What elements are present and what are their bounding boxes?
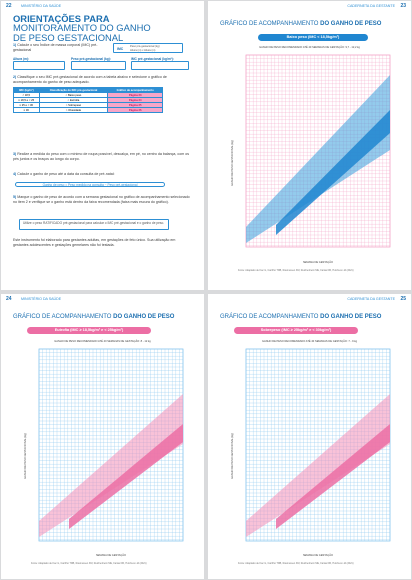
page-22: [1, 1, 204, 290]
table-row: ≥ 18,5 e < 25 ○ Eutrofia Página 24: [14, 98, 163, 103]
running-head: MINISTÉRIO DA SAÚDE: [21, 4, 62, 8]
chart-xlabel: SEMANA DE GESTAÇÃO: [302, 554, 334, 557]
note-box: Utilize o peso RATIFICADO pré-gestacional para calcular o IMC pré-gestacional e o ganho de peso.: [19, 219, 169, 230]
weight-gain-chart-overweight: [240, 347, 396, 547]
step-2: 2) Classifique o seu IMC pré-gestacional de acordo com a tabela abaixo e selecione o gráfico de acompanhamento do ganho de peso adequado.: [13, 75, 167, 84]
imc-formula-box: IMC Peso pré-gestacional (kg) Altura (m) x Altura (m): [113, 43, 183, 53]
chart-ylabel: GANHO DE PESO GESTACIONAL (kg): [24, 433, 27, 479]
weight-gain-formula: Ganho de peso = Peso medido na consulta − Peso pré-gestacional: [15, 182, 165, 187]
page-number: 24: [6, 296, 12, 302]
step-4: 4) Calcule o ganho de peso até a data da consulta de pré-natal:: [13, 172, 115, 176]
chart-source: Fonte: Adaptado de Kac G, Carrilho TRB, Rasmussen KM, Reichenheim ME, Farias DR, Hutcheon JA (2021): [31, 562, 147, 565]
table-row: < 18,5 ○ Baixo peso Página 23: [14, 93, 163, 98]
page-number: 23: [400, 3, 406, 9]
altura-field[interactable]: [13, 61, 65, 70]
weight-gain-chart-eutrophy: [33, 347, 189, 547]
chart-banner: Eutrofia (IMC ≥ 18,5kg/m² e < 25kg/m²): [27, 327, 151, 334]
table-row: ≥ 30 ○ Obesidade Página 26: [14, 108, 163, 113]
table-header: Gráfico de acompanhamento: [108, 88, 163, 93]
imc-classification-table: [13, 87, 163, 113]
page-24: [1, 294, 204, 579]
chart-xlabel: SEMANA DE GESTAÇÃO: [302, 261, 334, 264]
peso-field[interactable]: [71, 61, 126, 70]
chart-source: Fonte: Adaptado de Kac G, Carrilho TRB, Rasmussen KM, Reichenheim ME, Farias DR, Hutcheon JA (2021): [238, 562, 354, 565]
chart-subtitle: GANHO DE PESO RECOMENDADO ATÉ 40 SEMANAS DE GESTAÇÃO: 8 - 12 kg: [54, 340, 151, 343]
chart-subtitle: GANHO DE PESO RECOMENDADO ATÉ 40 SEMANAS DE GESTAÇÃO: 9,7 - 12,2 kg: [259, 46, 360, 49]
instructions-title: ORIENTAÇÕES PARA MONITORAMENTO DO GANHO DE PESO GESTACIONAL: [13, 13, 151, 43]
page-number: 25: [400, 296, 406, 302]
table-row: ≥ 25 e < 30 ○ Sobrepeso Página 25: [14, 103, 163, 108]
table-header: Classificação do IMC pré-gestacional: [39, 88, 108, 93]
chart-subtitle: GANHO DE PESO RECOMENDADO ATÉ 40 SEMANAS DE GESTAÇÃO: 7 - 9 kg: [261, 340, 358, 343]
field-altura-label: Altura (m):: [13, 57, 30, 61]
step-5: 5) Marque o ganho de peso de acordo com a semana gestacional no gráfico de acompanhamento selecionado no item 2 e verifique se o ganho está dentro da faixa recomendada (faixa mais escura do gráfico).: [13, 195, 190, 204]
step-3: 3) Realize a medida do peso com o mínimo de roupa possível, descalça, em pé, no centro da balança, com os pés juntos e os braços ao longo do corpo.: [13, 152, 189, 161]
table-header: IMC (kg/m²): [14, 88, 40, 93]
running-head: CADERNETA DA GESTANTE: [347, 4, 395, 8]
weight-gain-chart-low-weight: [240, 53, 396, 253]
page-25: [208, 294, 411, 579]
chart-title: GRÁFICO DE ACOMPANHAMENTO DO GANHO DE PESO: [220, 21, 382, 27]
running-head: CADERNETA DA GESTANTE: [347, 297, 395, 301]
chart-banner: Sobrepeso (IMC ≥ 25kg/m² e < 30kg/m²): [234, 327, 358, 334]
field-peso-label: Peso pré-gestacional (kg):: [71, 57, 111, 61]
chart-ylabel: GANHO DE PESO GESTACIONAL (kg): [231, 433, 234, 479]
field-imc-label: IMC pré-gestacional (kg/m²):: [131, 57, 174, 61]
chart-title: GRÁFICO DE ACOMPANHAMENTO DO GANHO DE PESO: [220, 314, 382, 320]
chart-title: GRÁFICO DE ACOMPANHAMENTO DO GANHO DE PESO: [13, 314, 175, 320]
running-head: MINISTÉRIO DA SAÚDE: [21, 297, 62, 301]
footnote: Este instrumento foi elaborado para gestantes adultas, em gestações de feto único. Sua utilização em gestantes adolescentes e gestações gemelares não foi testada.: [13, 238, 176, 247]
chart-banner: Baixo peso (IMC < 18,5kg/m²): [258, 34, 368, 41]
step-1: 1) Calcule o seu Índice de massa corporal (IMC) pré-gestacional: [13, 43, 98, 52]
chart-source: Fonte: Adaptado de Kac G, Carrilho TRB, Rasmussen KM, Reichenheim ME, Farias DR, Hutcheon JA (2021): [238, 269, 354, 272]
imc-field[interactable]: [131, 61, 189, 70]
page-number: 22: [6, 3, 12, 9]
page-23: [208, 1, 411, 290]
chart-ylabel: GANHO DE PESO GESTACIONAL (kg): [231, 140, 234, 186]
chart-xlabel: SEMANA DE GESTAÇÃO: [95, 554, 127, 557]
